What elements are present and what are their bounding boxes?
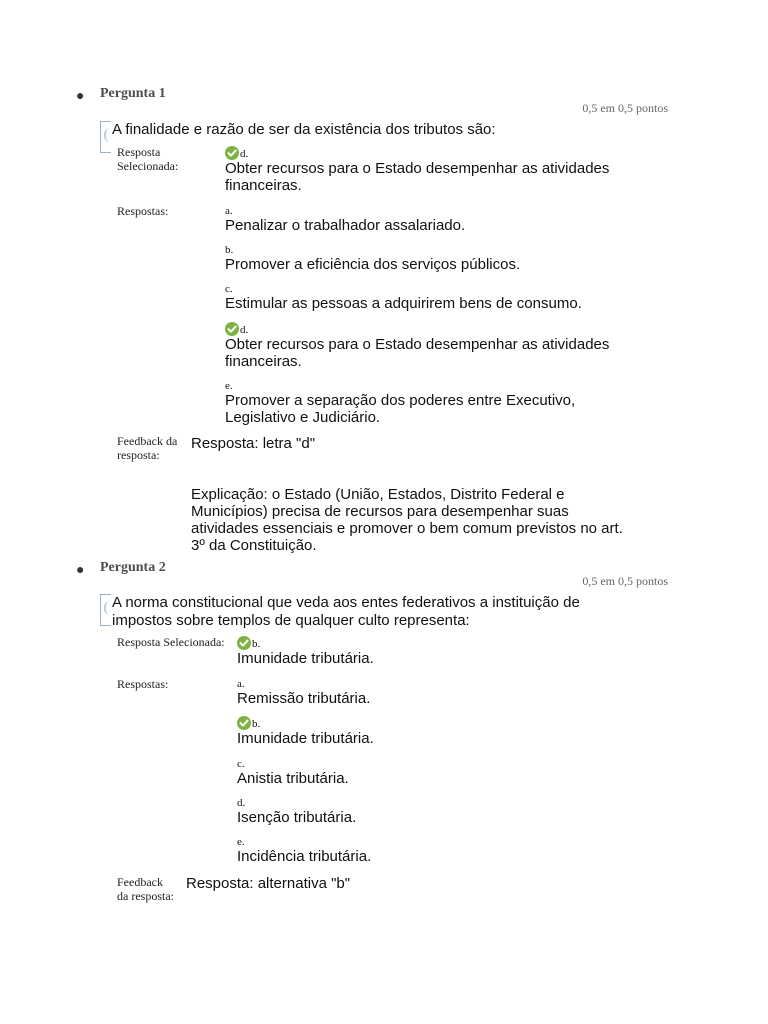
feedback-explanation: Explicação: o Estado (União, Estados, Distrito Federal e Municípios) precisa de recursos para desempenhar suas atividades essenciais e promover o bem comum previstos no art. 3º da Constituição. (191, 486, 623, 554)
answer-option: b. Promover a eficiência dos serviços públicos. (225, 244, 521, 273)
question-text: A finalidade e razão de ser da existência dos tributos são: (112, 121, 496, 138)
answer-option: d. Isenção tributária. (237, 797, 357, 826)
answers-label: Respostas: (117, 677, 169, 691)
answers-label: Respostas: (117, 204, 169, 218)
answer-option: c. Anistia tributária. (237, 758, 349, 787)
feedback-label: Feedback da resposta: (117, 875, 174, 903)
answer-option: e. Incidência tributária. (237, 836, 372, 865)
check-circle-icon (225, 146, 239, 160)
feedback-answer: Resposta: letra "d" (191, 435, 316, 452)
selected-answer: d. Obter recursos para o Estado desempenhar as atividades financeiras. (225, 148, 610, 194)
answer-option: a. Penalizar o trabalhador assalariado. (225, 205, 466, 234)
answer-option: a. Remissão tributária. (237, 678, 371, 707)
answer-option-correct: b. Imunidade tributária. (237, 718, 374, 747)
selected-answer-label: Resposta Selecionada: (117, 145, 179, 173)
selected-answer: b. Imunidade tributária. (237, 638, 374, 667)
question-points: 0,5 em 0,5 pontos (582, 101, 668, 115)
answer-option: e. Promover a separação dos poderes entre Executivo, Legislativo e Judiciário. (225, 380, 576, 426)
check-circle-icon (225, 322, 239, 336)
answer-option-correct: d. Obter recursos para o Estado desempenhar as atividades financeiras. (225, 324, 610, 370)
answer-option: c. Estimular as pessoas a adquirirem bens de consumo. (225, 283, 582, 312)
feedback-label: Feedback da resposta: (117, 434, 178, 462)
question-points: 0,5 em 0,5 pontos (582, 574, 668, 588)
question-bracket-icon (100, 121, 111, 153)
question-text: A norma constitucional que veda aos entes federativos a instituição de impostos sobre templos de qualquer culto representa: (112, 594, 580, 629)
check-circle-icon (237, 716, 251, 730)
bullet: ● (76, 89, 85, 104)
question-title: Pergunta 2 (100, 560, 166, 575)
check-circle-icon (237, 636, 251, 650)
bullet: ● (76, 563, 85, 578)
selected-answer-label: Resposta Selecionada: (117, 635, 225, 649)
question-title: Pergunta 1 (100, 86, 166, 101)
feedback-answer: Resposta: alternativa "b" (186, 875, 351, 892)
question-bracket-icon (100, 594, 111, 626)
